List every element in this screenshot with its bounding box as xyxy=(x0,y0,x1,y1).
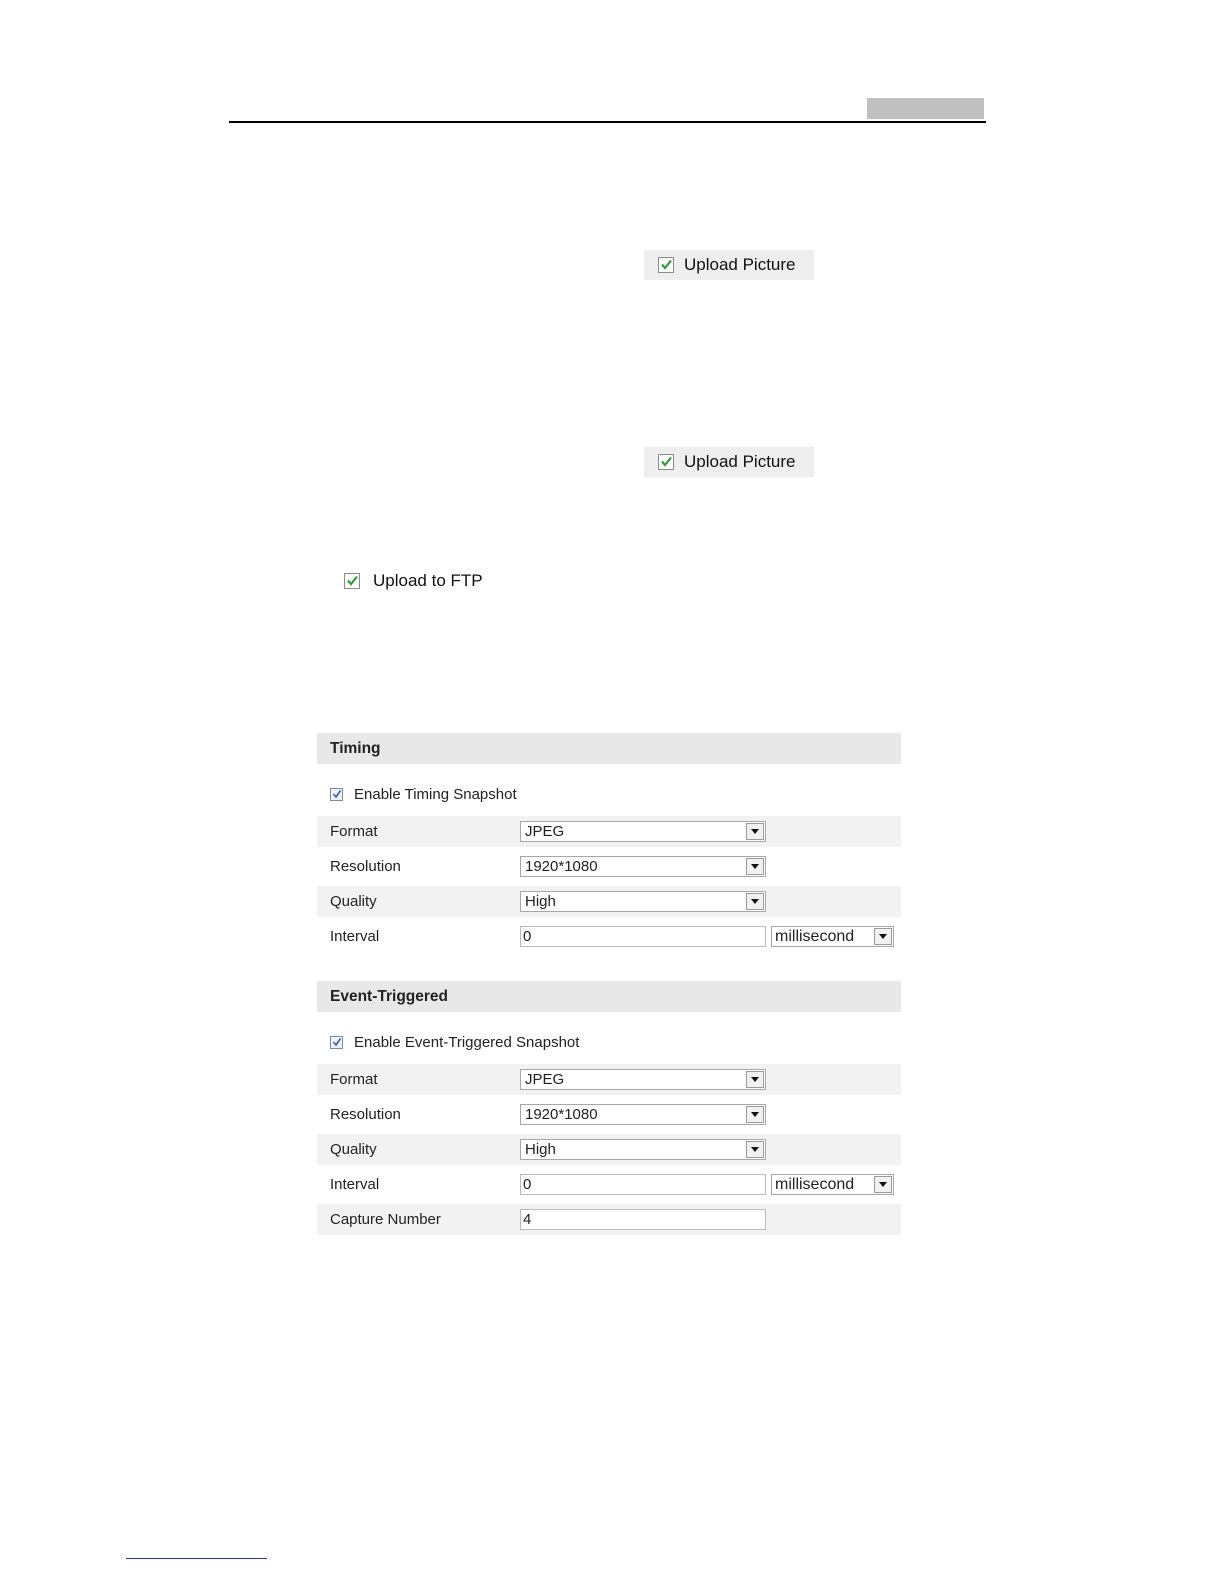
timing-interval-input[interactable]: 0 xyxy=(520,926,766,947)
event-interval-input[interactable]: 0 xyxy=(520,1174,766,1195)
event-resolution-value: 1920*1080 xyxy=(525,1106,598,1123)
event-format-row xyxy=(317,1064,901,1095)
timing-quality-select[interactable] xyxy=(520,891,766,912)
timing-enable-checkbox[interactable] xyxy=(330,788,343,801)
dropdown-arrow-icon[interactable] xyxy=(874,1176,892,1193)
timing-quality-label: Quality xyxy=(330,893,377,910)
timing-resolution-value: 1920*1080 xyxy=(525,858,598,875)
header-rule xyxy=(229,121,986,123)
event-format-value: JPEG xyxy=(525,1071,565,1088)
event-triggered-panel xyxy=(317,981,901,1235)
event-resolution-select[interactable] xyxy=(520,1104,766,1125)
event-enable-checkbox[interactable] xyxy=(330,1036,343,1049)
dropdown-arrow-icon[interactable] xyxy=(746,858,764,875)
timing-panel-title: Timing xyxy=(317,733,901,764)
timing-quality-row xyxy=(317,886,901,917)
timing-interval-unit-value: millisecond xyxy=(775,927,855,945)
timing-interval-label: Interval xyxy=(330,928,380,945)
upload-picture-label-2: Upload Picture xyxy=(684,452,796,471)
timing-enable-label: Enable Timing Snapshot xyxy=(354,786,517,803)
footer-rule xyxy=(126,1558,267,1559)
event-format-select[interactable] xyxy=(520,1069,766,1090)
upload-picture-checkbox-2[interactable] xyxy=(658,454,674,470)
dropdown-arrow-icon[interactable] xyxy=(746,1071,764,1088)
timing-interval-row xyxy=(317,921,901,952)
event-capture-number-label: Capture Number xyxy=(330,1211,441,1228)
upload-ftp-checkbox[interactable] xyxy=(344,573,360,589)
checkmark-icon xyxy=(660,455,673,468)
upload-picture-label-1: Upload Picture xyxy=(684,255,796,274)
checkmark-icon xyxy=(660,258,673,271)
upload-picture-checkbox-1[interactable] xyxy=(658,257,674,273)
timing-format-row xyxy=(317,816,901,847)
event-resolution-label: Resolution xyxy=(330,1106,401,1123)
event-interval-label: Interval xyxy=(330,1176,380,1193)
event-resolution-row xyxy=(317,1099,901,1130)
upload-ftp-label: Upload to FTP xyxy=(373,571,483,590)
timing-resolution-label: Resolution xyxy=(330,858,401,875)
event-panel-title: Event-Triggered xyxy=(317,981,901,1012)
event-interval-unit-value: millisecond xyxy=(775,1175,855,1193)
timing-interval-unit-select[interactable] xyxy=(771,926,894,947)
event-enable-label: Enable Event-Triggered Snapshot xyxy=(354,1034,580,1051)
event-format-label: Format xyxy=(330,1071,378,1088)
checkmark-icon xyxy=(332,789,342,799)
timing-quality-value: High xyxy=(525,893,556,910)
event-capture-number-input[interactable]: 4 xyxy=(520,1209,766,1230)
event-quality-select[interactable] xyxy=(520,1139,766,1160)
event-interval-unit-select[interactable] xyxy=(771,1174,894,1195)
event-quality-value: High xyxy=(525,1141,556,1158)
upload-ftp-option xyxy=(344,566,483,596)
upload-picture-option-1 xyxy=(644,250,814,280)
event-quality-row xyxy=(317,1134,901,1165)
dropdown-arrow-icon[interactable] xyxy=(746,1106,764,1123)
dropdown-arrow-icon[interactable] xyxy=(746,1141,764,1158)
timing-format-label: Format xyxy=(330,823,378,840)
header-tab-block xyxy=(867,98,984,119)
dropdown-arrow-icon[interactable] xyxy=(874,928,892,945)
event-enable-row xyxy=(317,1025,901,1060)
upload-picture-option-2 xyxy=(644,447,814,477)
dropdown-arrow-icon[interactable] xyxy=(746,823,764,840)
checkmark-icon xyxy=(346,574,359,587)
event-quality-label: Quality xyxy=(330,1141,377,1158)
timing-resolution-select[interactable] xyxy=(520,856,766,877)
timing-panel xyxy=(317,733,901,952)
event-interval-row xyxy=(317,1169,901,1200)
event-capture-number-row xyxy=(317,1204,901,1235)
checkmark-icon xyxy=(332,1037,342,1047)
dropdown-arrow-icon[interactable] xyxy=(746,893,764,910)
timing-format-value: JPEG xyxy=(525,823,565,840)
timing-format-select[interactable] xyxy=(520,821,766,842)
timing-enable-row xyxy=(317,777,901,812)
timing-resolution-row xyxy=(317,851,901,882)
